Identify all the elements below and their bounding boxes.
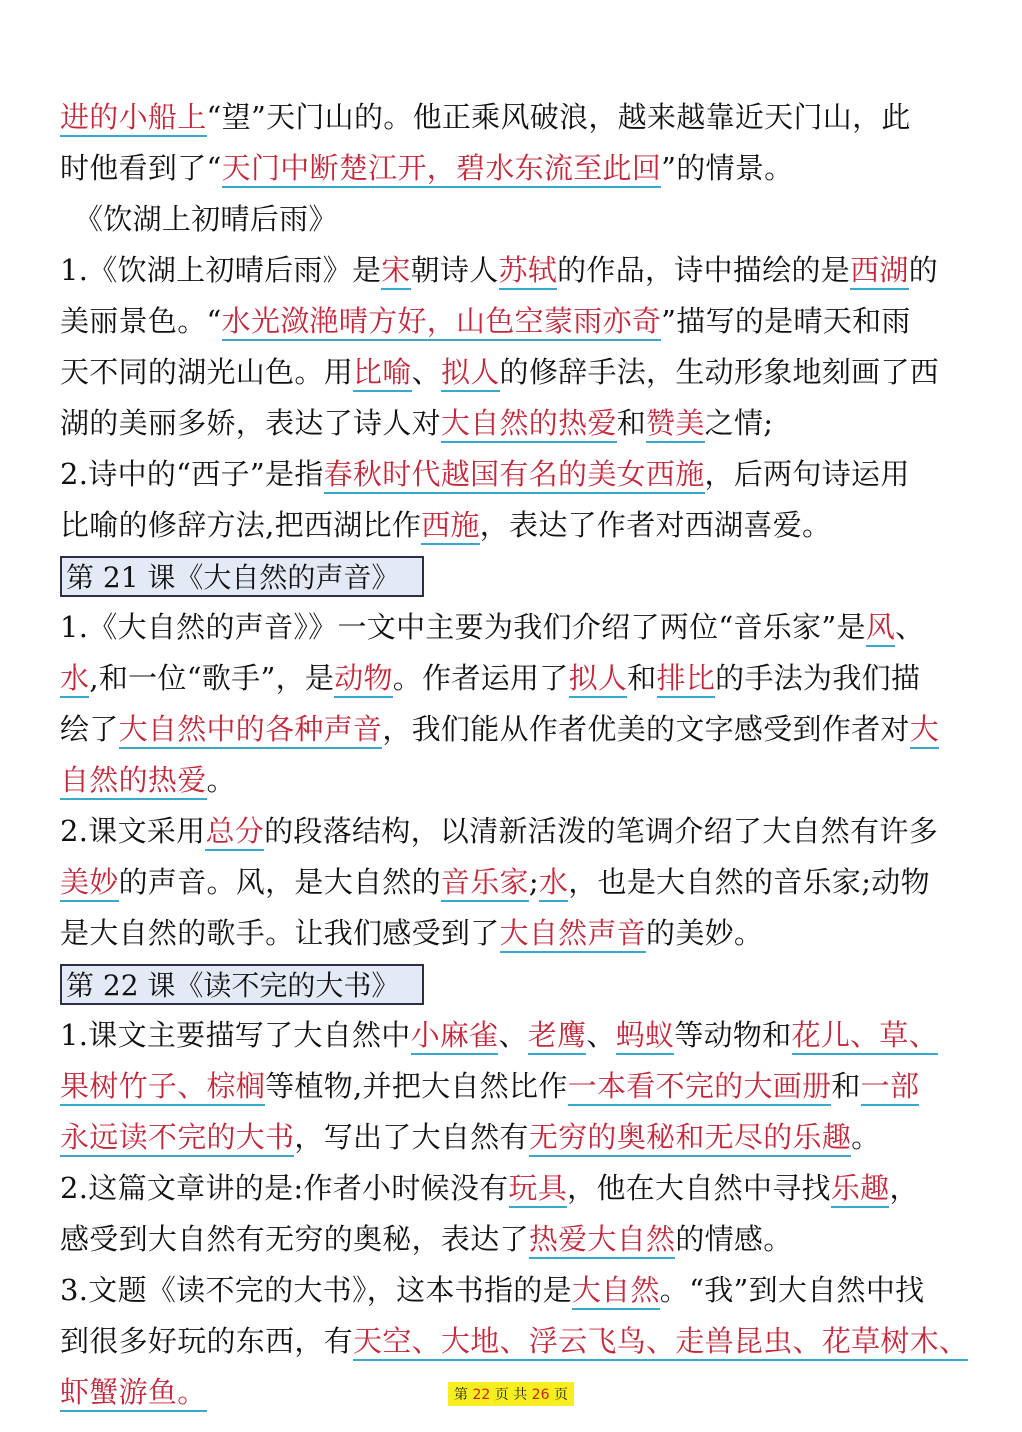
key-answer-text: 天门中断楚江开，碧水东流至此回 — [222, 151, 662, 188]
body-text: 和 — [831, 1069, 861, 1103]
key-answer-text: 一部 — [861, 1069, 920, 1106]
lesson-heading: 第 22 课《读不完的大书》 — [60, 964, 424, 1005]
text-line — [60, 1010, 965, 1061]
text-line — [60, 857, 965, 908]
body-text: ， — [889, 1171, 919, 1205]
key-answer-text: 大自然中的各种声音 — [119, 712, 383, 749]
key-answer-text: 排比 — [657, 661, 716, 698]
body-text: 等动物和 — [674, 1018, 792, 1052]
key-answer-text: 水 — [539, 865, 568, 902]
body-text: 。“我”到大自然中找 — [659, 1273, 925, 1307]
body-text: 朝诗人 — [410, 253, 499, 287]
body-text: 2.课文采用 — [60, 814, 206, 848]
poem-title-line — [60, 194, 965, 245]
study-notes-body — [60, 92, 969, 1418]
body-text: 2.这篇文章讲的是:作者小时候没有 — [60, 1171, 509, 1205]
body-text: 的 — [908, 253, 939, 287]
key-answer-text: 天空、大地、浮云飞鸟、走兽昆虫、花草树木、 — [353, 1324, 968, 1361]
body-text: ”描写的是晴天和雨 — [661, 304, 911, 338]
text-line — [60, 602, 965, 653]
key-answer-text: 赞美 — [646, 406, 705, 443]
key-answer-text: 大自然的热爱 — [441, 406, 617, 443]
text-line — [60, 806, 965, 857]
text-line — [60, 1214, 965, 1265]
text-line — [60, 347, 965, 398]
body-text: 比喻的修辞方法,把西湖比作 — [60, 508, 422, 542]
body-text: ; — [528, 865, 539, 899]
text-line — [60, 755, 965, 806]
body-text: 和 — [616, 406, 647, 440]
body-text: 的段落结构，以清新活泼的笔调介绍了大自然有许多 — [264, 814, 938, 848]
text-line — [60, 296, 965, 347]
key-answer-text: 一本看不完的大画册 — [568, 1069, 832, 1106]
text-line — [60, 92, 965, 143]
body-text: 。 — [851, 1120, 881, 1154]
body-text: 感受到大自然有无穷的奥秘，表达了 — [60, 1222, 529, 1256]
key-answer-text: 大 — [910, 712, 939, 749]
key-answer-text: 风 — [866, 610, 895, 647]
key-answer-text: 西施 — [421, 508, 480, 545]
key-answer-text: 老鹰 — [528, 1018, 587, 1055]
key-answer-text: 美妙 — [60, 865, 119, 902]
body-text: 湖的美丽多娇，表达了诗人对 — [60, 406, 441, 440]
body-text: 的声音。风，是大自然的 — [118, 865, 441, 899]
key-answer-text: 苏轼 — [499, 253, 558, 290]
key-answer-text: 热爱大自然 — [529, 1222, 676, 1259]
body-text: ，后两句诗运用 — [704, 457, 910, 491]
key-answer-text: 音乐家 — [441, 865, 529, 902]
body-text: 、 — [411, 355, 441, 389]
text-line — [60, 1265, 965, 1316]
body-text: 3.文题《读不完的大书》，这本书指的是 — [60, 1273, 572, 1307]
text-line — [60, 653, 965, 704]
key-answer-text: 总分 — [205, 814, 264, 851]
body-text: 。作者运用了 — [392, 661, 569, 695]
body-text: 。 — [206, 763, 236, 797]
body-text: 《饮湖上初晴后雨》 — [74, 202, 338, 236]
footer-prefix: 第 — [454, 1387, 469, 1403]
body-text: ,和一位“歌手”，是 — [89, 661, 335, 695]
key-answer-text: 果树竹子、棕榈 — [60, 1069, 265, 1106]
body-text: 1.课文主要描写了大自然中 — [60, 1018, 411, 1052]
lesson-heading: 第 21 课《大自然的声音》 — [60, 556, 424, 597]
text-line — [60, 143, 965, 194]
body-text: 1.《大自然的声音》》一文中主要为我们介绍了两位“音乐家”是 — [60, 610, 866, 644]
key-answer-text: 动物 — [334, 661, 393, 698]
footer-middle: 页 共 — [494, 1387, 528, 1403]
key-answer-text: 水 — [60, 661, 89, 698]
body-text: 、 — [895, 610, 925, 644]
body-text: “望”天门山的。他正乘风破浪，越来越靠近天门山，此 — [206, 100, 911, 134]
key-answer-text: 拟人 — [569, 661, 628, 698]
text-line — [60, 1061, 965, 1112]
body-text: 的作品，诗中描绘的是 — [557, 253, 851, 287]
key-answer-text: 玩具 — [509, 1171, 568, 1208]
body-text: ，表达了作者对西湖喜爱。 — [479, 508, 832, 542]
key-answer-text: 无穷的奥秘和无尽的乐趣 — [529, 1120, 851, 1157]
key-answer-text: 春秋时代越国有名的美女西施 — [324, 457, 705, 494]
body-text: 的修辞手法，生动形象地刻画了西 — [499, 355, 940, 389]
body-text: 、 — [498, 1018, 528, 1052]
lesson-heading-row — [60, 551, 965, 602]
key-answer-text: 虾蟹游鱼。 — [60, 1375, 207, 1412]
total-page-number: 26 — [531, 1387, 550, 1403]
body-text: 绘了 — [60, 712, 119, 746]
body-text: 、 — [586, 1018, 616, 1052]
key-answer-text: 蚂蚁 — [616, 1018, 675, 1055]
text-line — [60, 704, 965, 755]
page-number-badge — [448, 1382, 574, 1406]
body-text: 到很多好玩的东西，有 — [60, 1324, 354, 1358]
key-answer-text: 大自然声音 — [500, 916, 647, 953]
key-answer-text: 进的小船上 — [60, 100, 207, 137]
body-text: 之情; — [704, 406, 774, 440]
text-line — [60, 245, 965, 296]
key-answer-text: 乐趣 — [831, 1171, 890, 1208]
body-text: 时他看到了“ — [60, 151, 222, 185]
text-line — [60, 908, 965, 959]
body-text: 美丽景色。“ — [60, 304, 222, 338]
body-text: 的情感。 — [675, 1222, 793, 1256]
key-answer-text: 水光潋滟晴方好，山色空蒙雨亦奇 — [222, 304, 662, 341]
key-answer-text: 永远读不完的大书 — [60, 1120, 294, 1157]
key-answer-text: 宋 — [381, 253, 410, 290]
key-answer-text: 大自然 — [572, 1273, 660, 1310]
key-answer-text: 拟人 — [441, 355, 500, 392]
key-answer-text: 西湖 — [850, 253, 909, 290]
page-footer — [0, 1382, 1022, 1406]
key-answer-text: 花儿、草、 — [792, 1018, 939, 1055]
footer-suffix: 页 — [553, 1387, 568, 1403]
body-text: ”的情景。 — [661, 151, 794, 185]
key-answer-text: 小麻雀 — [411, 1018, 499, 1055]
text-line — [60, 1163, 965, 1214]
key-answer-text: 自然的热爱 — [60, 763, 207, 800]
text-line — [60, 500, 965, 551]
text-line — [60, 1316, 969, 1367]
text-line — [60, 398, 965, 449]
body-text: 等植物,并把大自然比作 — [265, 1069, 568, 1103]
body-text: ，写出了大自然有 — [294, 1120, 529, 1154]
text-line — [60, 1112, 965, 1163]
body-text: ，也是大自然的音乐家;动物 — [568, 865, 930, 899]
body-text: 的美妙。 — [646, 916, 764, 950]
body-text: ，我们能从作者优美的文字感受到作者对 — [382, 712, 910, 746]
current-page-number: 22 — [472, 1387, 491, 1403]
lesson-heading-row — [60, 959, 965, 1010]
key-answer-text: 比喻 — [353, 355, 412, 392]
body-text: 1.《饮湖上初晴后雨》是 — [60, 253, 382, 287]
body-text: 的手法为我们描 — [715, 661, 921, 695]
body-text: ，他在大自然中寻找 — [567, 1171, 831, 1205]
body-text: 是大自然的歌手。让我们感受到了 — [60, 916, 500, 950]
body-text: 和 — [627, 661, 657, 695]
text-line — [60, 449, 965, 500]
body-text: 2.诗中的“西子”是指 — [60, 457, 324, 491]
body-text: 天不同的湖光山色。用 — [60, 355, 354, 389]
